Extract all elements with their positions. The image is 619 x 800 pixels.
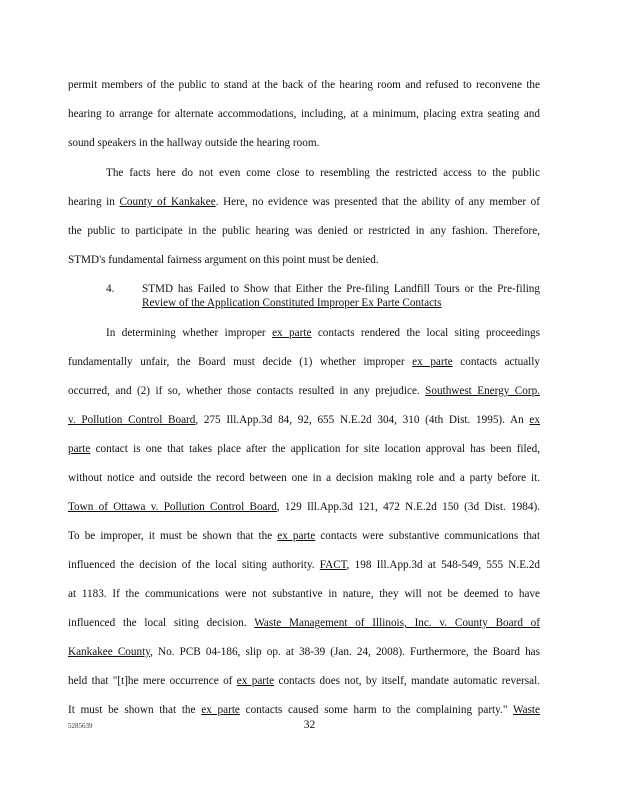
body-line: without notice and outside the record between one in a decision making role and a party before it. [68, 472, 540, 484]
case-citation: Waste [512, 704, 540, 716]
body-line [68, 355, 540, 369]
body-line: The facts here do not even come close to resembling the restricted access to the public [106, 167, 540, 179]
text-run: held that "[t]he mere occurrence of [68, 675, 237, 687]
body-line [68, 674, 540, 688]
body-line [68, 703, 540, 717]
case-citation: Waste Management of Illinois, Inc. v. County Board of [254, 617, 540, 629]
body-line: sound speakers in the hallway outside the hearing room. [68, 137, 320, 149]
body-line [68, 442, 540, 456]
body-line [68, 529, 540, 543]
text-run: It must be shown that the [68, 704, 202, 716]
text-run: contacts actually [452, 356, 540, 368]
body-line: permit members of the public to stand at the back of the hearing room and refused to reconvene the [68, 79, 540, 91]
latin-term: ex parte [201, 704, 240, 716]
text-run: contact is one that takes place after the application for site location approval has been filed, [90, 443, 540, 455]
text-run: To be improper, it must be shown that the [68, 530, 278, 542]
body-line [68, 384, 540, 398]
case-citation: v. Pollution Control Board [68, 414, 196, 426]
latin-term: ex parte [277, 530, 316, 542]
page-number: 32 [303, 719, 316, 731]
text-run: contacts were substantive communications that [315, 530, 541, 542]
latin-term: ex [529, 414, 540, 426]
body-line [68, 500, 540, 514]
text-run: occurred, and (2) if so, whether those contacts resulted in any prejudice. [68, 385, 426, 397]
latin-term: parte [68, 443, 91, 455]
case-citation: County of Kankakee [119, 196, 216, 208]
document-id: 5285639 [68, 722, 93, 730]
latin-term: ex parte [272, 327, 312, 339]
text-run: In determining whether improper [106, 327, 273, 339]
text-run: contacts rendered the local siting proceedings [311, 327, 541, 339]
text-run: influenced the decision of the local siting authority. [68, 559, 320, 571]
text-run: influenced the local siting decision. [68, 617, 255, 629]
body-line [68, 195, 540, 209]
latin-term: ex parte [412, 356, 453, 368]
body-line: hearing to arrange for alternate accommodations, including, at a minimum, placing extra seating and [68, 108, 540, 120]
case-citation: Kankakee County [68, 646, 151, 658]
text-run: contacts does not, by itself, mandate automatic reversal. [274, 675, 540, 687]
text-run: hearing in [68, 196, 120, 208]
body-line [68, 616, 540, 630]
text-run: fundamentally unfair, the Board must decide (1) whether improper [68, 356, 413, 368]
text-run: , 129 Ill.App.3d 121, 472 N.E.2d 150 (3d Dist. 1984). [276, 501, 540, 513]
section-heading: STMD has Failed to Show that Either the Pre-filing Landfill Tours or the Pre-filing [142, 283, 540, 295]
case-citation: Town of Ottawa v. Pollution Control Board [68, 501, 277, 513]
body-line [68, 413, 540, 427]
body-line [68, 645, 540, 659]
body-line: at 1183. If the communications were not substantive in nature, they will not be deemed to have [68, 588, 540, 600]
section-heading: Review of the Application Constituted Improper Ex Parte Contacts [142, 297, 442, 309]
text-run: , 275 Ill.App.3d 84, 92, 655 N.E.2d 304, 310 (4th Dist. 1995). An [195, 414, 530, 426]
text-run: , No. PCB 04-186, slip op. at 38-39 (Jan. 24, 2008). Furthermore, the Board has [150, 646, 540, 658]
text-run: , 198 Ill.App.3d at 548-549, 555 N.E.2d [346, 559, 541, 571]
case-citation: Southwest Energy Corp. [425, 385, 540, 397]
body-line: the public to participate in the public hearing was denied or restricted in any fashion. Therefore, [68, 225, 540, 237]
case-citation: FACT [319, 559, 347, 571]
body-line [106, 326, 540, 340]
body-line: STMD's fundamental fairness argument on this point must be denied. [68, 254, 379, 266]
text-run: . Here, no evidence was presented that the ability of any member of [215, 196, 540, 208]
body-line [68, 558, 540, 572]
text-run: contacts caused some harm to the complaining party." [239, 704, 513, 716]
latin-term: ex parte [236, 675, 275, 687]
heading-number: 4. [106, 283, 115, 295]
